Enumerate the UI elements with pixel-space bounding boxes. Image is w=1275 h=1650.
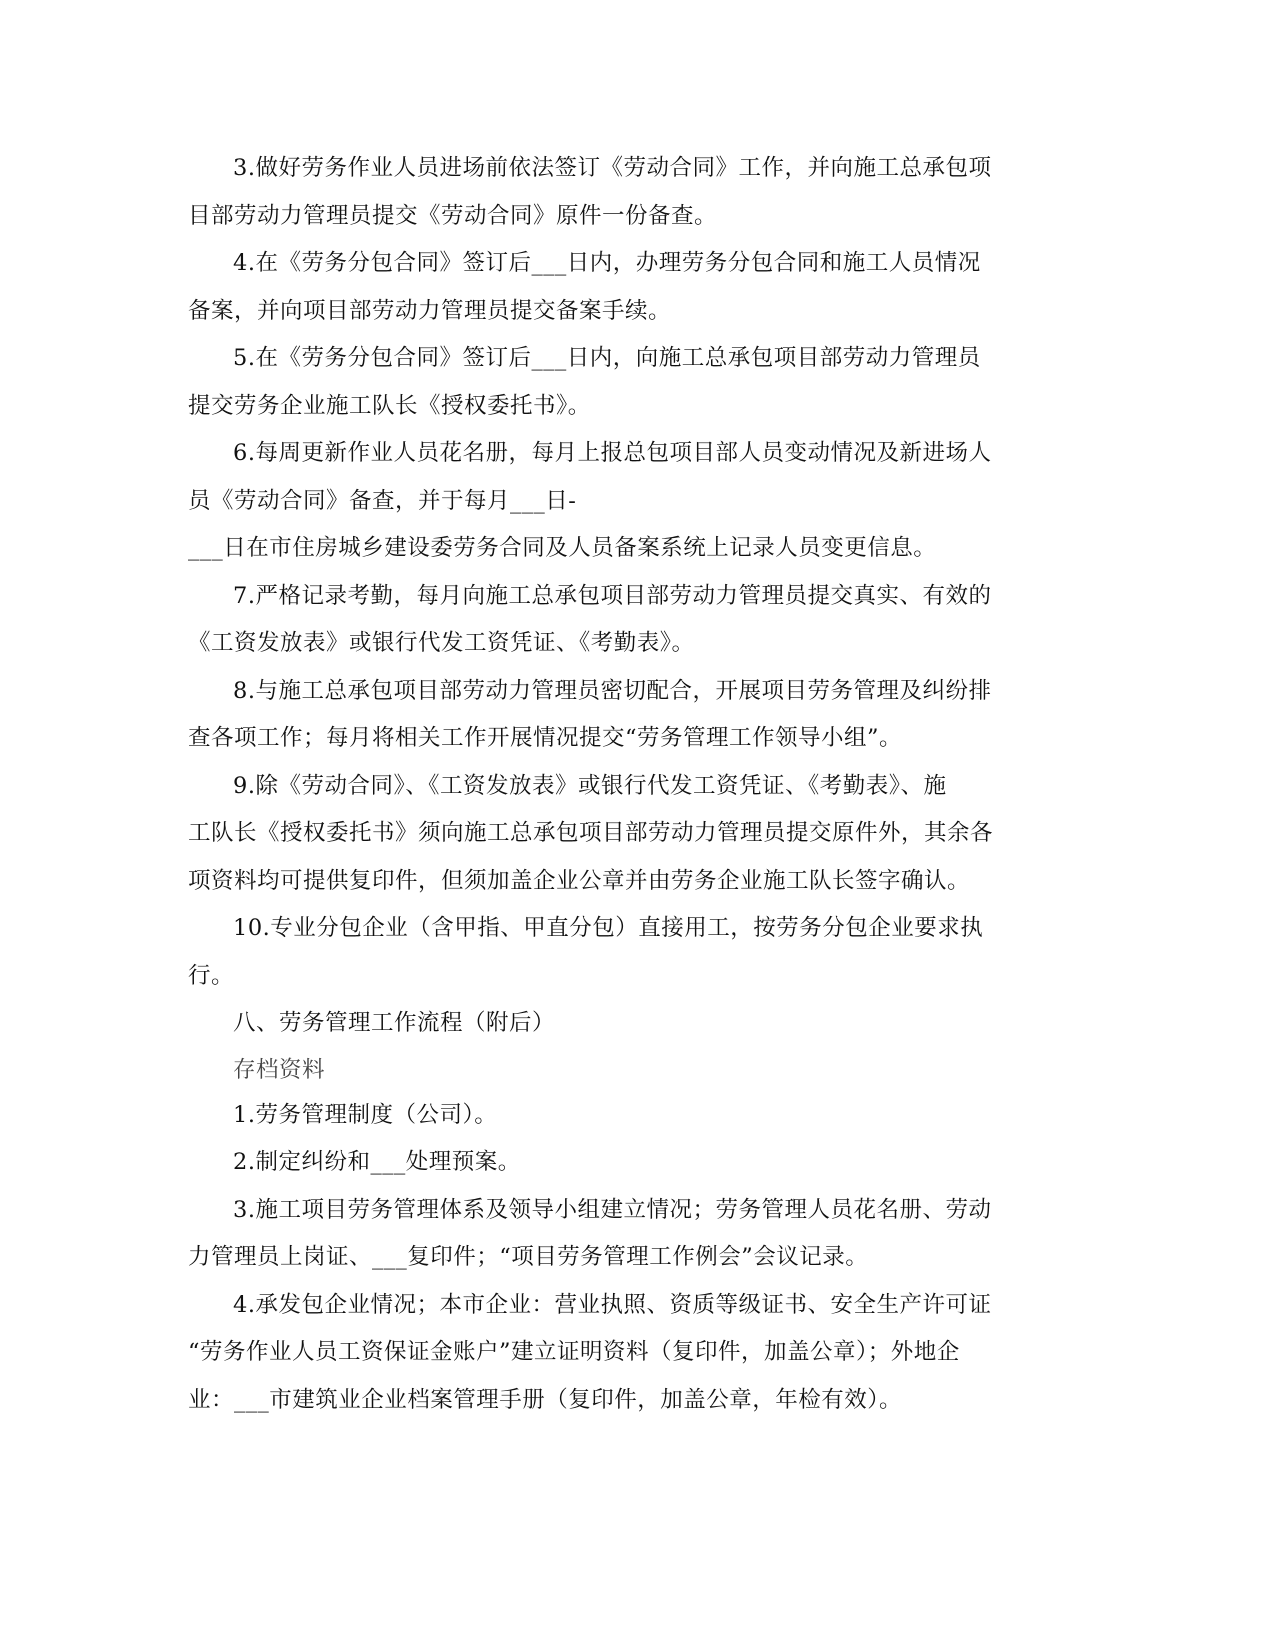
document-body bbox=[188, 145, 1068, 1424]
paragraph-item-7 bbox=[188, 573, 1068, 668]
paragraph-line: 9.除《劳动合同》、《工资发放表》或银行代发工资凭证、《考勤表》、施 bbox=[233, 772, 947, 799]
paragraph-line: 5.在《劳务分包合同》签订后___日内，向施工总承包项目部劳动力管理员 bbox=[233, 345, 981, 371]
section-heading: 八、劳务管理工作流程（附后） bbox=[233, 1010, 556, 1036]
paragraph-line: 4.承发包企业情况；本市企业：营业执照、资质等级证书、安全生产许可证 bbox=[233, 1291, 992, 1318]
paragraph-line: 3.施工项目劳务管理体系及领导小组建立情况；劳务管理人员花名册、劳动 bbox=[233, 1196, 992, 1223]
paragraph-item-10 bbox=[188, 905, 1068, 1000]
paragraph-line: 业：___市建筑业企业档案管理手册（复印件，加盖公章，年检有效）。 bbox=[188, 1386, 903, 1413]
paragraph-line: 4.在《劳务分包合同》签订后___日内，办理劳务分包合同和施工人员情况 bbox=[233, 250, 981, 276]
paragraph-line: 员《劳动合同》备查，并于每月___日- bbox=[188, 487, 577, 514]
paragraph-line: 查各项工作；每月将相关工作开展情况提交“劳务管理工作领导小组”。 bbox=[188, 725, 903, 751]
paragraph-line: 《工资发放表》或银行代发工资凭证、《考勤表》。 bbox=[188, 630, 695, 656]
archive-item-3 bbox=[188, 1187, 1068, 1282]
paragraph-line: 1.劳务管理制度（公司）。 bbox=[233, 1101, 498, 1128]
paragraph-line: “劳务作业人员工资保证金账户”建立证明资料（复印件，加盖公章）；外地企 bbox=[188, 1339, 960, 1365]
paragraph-line: 行。 bbox=[188, 962, 235, 989]
archive-item-2 bbox=[188, 1139, 1068, 1187]
paragraph-line: 2.制定纠纷和___处理预案。 bbox=[233, 1149, 521, 1175]
paragraph-line: 目部劳动力管理员提交《劳动合同》原件一份备查。 bbox=[188, 202, 718, 229]
paragraph-item-6 bbox=[188, 430, 1068, 573]
paragraph-line: 项资料均可提供复印件，但须加盖企业公章并由劳务企业施工队长签字确认。 bbox=[188, 867, 971, 894]
paragraph-line: 3.做好劳务作业人员进场前依法签订《劳动合同》工作，并向施工总承包项 bbox=[233, 155, 992, 181]
paragraph-item-5 bbox=[188, 335, 1068, 430]
paragraph-line: ___日在市住房城乡建设委劳务合同及人员备案系统上记录人员变更信息。 bbox=[188, 535, 937, 561]
paragraph-line: 提交劳务企业施工队长《授权委托书》。 bbox=[188, 392, 591, 419]
paragraph-item-8 bbox=[188, 668, 1068, 763]
paragraph-item-9 bbox=[188, 763, 1068, 906]
paragraph-line: 备案，并向项目部劳动力管理员提交备案手续。 bbox=[188, 297, 672, 324]
paragraph-line: 6.每周更新作业人员花名册，每月上报总包项目部人员变动情况及新进场人 bbox=[233, 440, 992, 466]
paragraph-item-3 bbox=[188, 145, 1068, 240]
paragraph-line: 力管理员上岗证、___复印件；“项目劳务管理工作例会”会议记录。 bbox=[188, 1244, 869, 1270]
paragraph-line: 工队长《授权委托书》须向施工总承包项目部劳动力管理员提交原件外，其余各 bbox=[188, 820, 994, 846]
archive-item-1 bbox=[188, 1092, 1068, 1140]
archive-heading: 存档资料 bbox=[233, 1056, 326, 1083]
paragraph-line: 10.专业分包企业（含甲指、甲直分包）直接用工，按劳务分包企业要求执 bbox=[233, 915, 984, 941]
paragraph-item-4 bbox=[188, 240, 1068, 335]
archive-item-4 bbox=[188, 1282, 1068, 1425]
paragraph-line: 8.与施工总承包项目部劳动力管理员密切配合，开展项目劳务管理及纠纷排 bbox=[233, 677, 992, 704]
paragraph-line: 7.严格记录考勤，每月向施工总承包项目部劳动力管理员提交真实、有效的 bbox=[233, 582, 992, 609]
